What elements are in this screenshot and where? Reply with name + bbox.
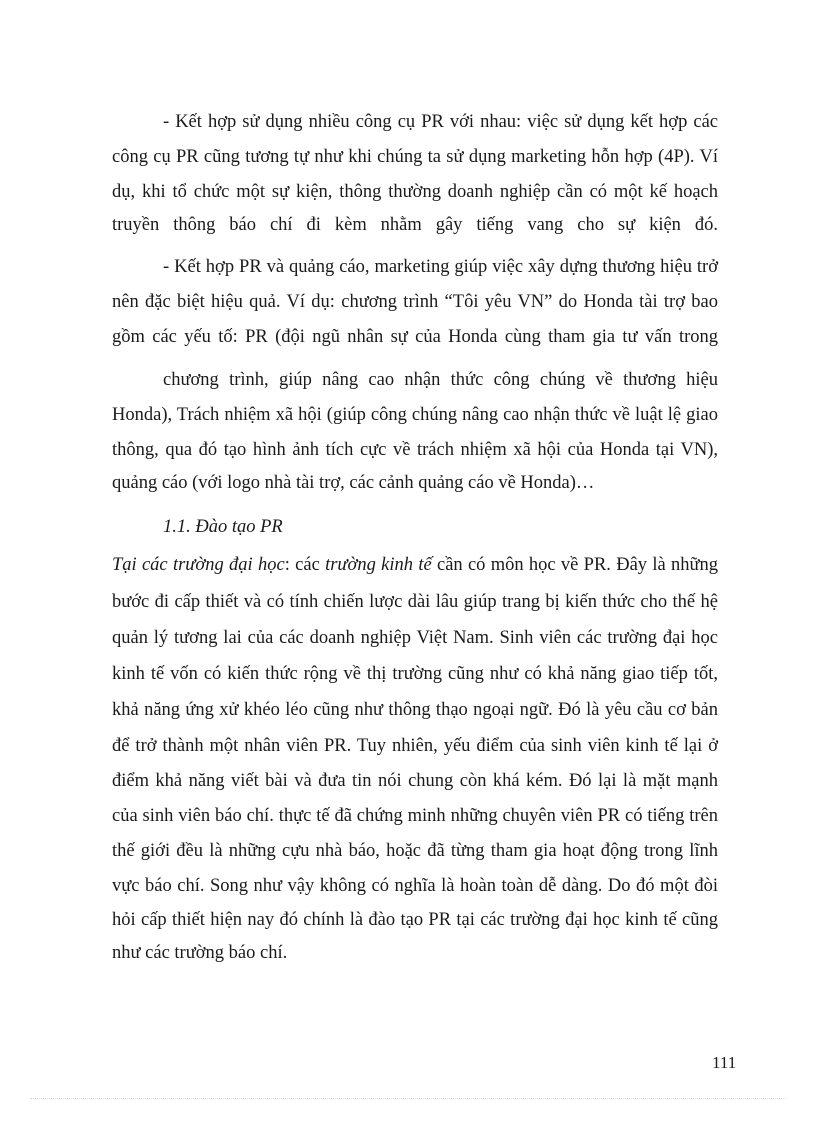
paragraph-1-line-4: truyền thông báo chí đi kèm nhằm gây tiếng vang cho sự kiện đó. bbox=[112, 215, 718, 235]
paragraph-1-line-3: dụ, khi tổ chức một sự kiện, thông thường doanh nghiệp cần có một kế hoạch bbox=[112, 182, 718, 202]
training-lead-word: các bbox=[295, 555, 326, 575]
training-line-9: vực báo chí. Song như vậy không có nghĩa là hoàn toàn dễ dàng. Do đó một đòi bbox=[112, 876, 718, 896]
training-lead-label: Tại các trường đại học bbox=[112, 555, 285, 575]
training-line-1: bước đi cấp thiết và có tính chiến lược dài lâu giúp trang bị kiến thức cho thế hệ bbox=[112, 592, 718, 612]
training-line-5: để trở thành một nhân viên PR. Tuy nhiên, yếu điểm của sinh viên kinh tế lại ở bbox=[112, 736, 718, 756]
training-line-8: thế giới đều là những cựu nhà báo, hoặc đã từng tham gia hoạt động trong lĩnh bbox=[112, 841, 718, 861]
training-lead-italic: trường kinh tế bbox=[325, 555, 432, 575]
paragraph-2-line-2: nên đặc biệt hiệu quả. Ví dụ: chương trình “Tôi yêu VN” do Honda tài trợ bao bbox=[112, 292, 718, 312]
paragraph-3-line-4: quảng cáo (với logo nhà tài trợ, các cảnh quảng cáo về Honda)… bbox=[112, 473, 595, 493]
paragraph-2-line-3: gồm các yếu tố: PR (đội ngũ nhân sự của Honda cùng tham gia tư vấn trong bbox=[112, 327, 718, 347]
training-line-11: như các trường báo chí. bbox=[112, 943, 288, 963]
paragraph-2-line-1: - Kết hợp PR và quảng cáo, marketing giúp việc xây dựng thương hiệu trở bbox=[163, 257, 718, 277]
training-line-2: quản lý tương lai của các doanh nghiệp Việt Nam. Sinh viên các trường đại học bbox=[112, 628, 718, 648]
paragraph-3-line-3: thông, qua đó tạo hình ảnh tích cực về trách nhiệm xã hội của Honda tại VN), bbox=[112, 440, 718, 460]
paragraph-1-line-2: công cụ PR cũng tương tự như khi chúng ta sử dụng marketing hỗn hợp (4P). Ví bbox=[112, 147, 718, 167]
training-lead-rest: cần có môn học về PR. Đây là những bbox=[431, 555, 718, 575]
training-lead-line bbox=[112, 553, 718, 577]
training-line-4: khả năng ứng xử khéo léo cũng như thông thạo ngoại ngữ. Đó là yêu cầu cơ bản bbox=[112, 700, 718, 720]
training-line-3: kinh tế vốn có kiến thức rộng về thị trường cũng như có khả năng giao tiếp tốt, bbox=[112, 664, 718, 684]
footer-divider bbox=[30, 1098, 786, 1099]
paragraph-3-line-2: Honda), Trách nhiệm xã hội (giúp công chúng nâng cao nhận thức về luật lệ giao bbox=[112, 405, 718, 425]
section-heading: 1.1. Đào tạo PR bbox=[163, 517, 283, 537]
training-line-6: điểm khả năng viết bài và đưa tin nói chung còn khá kém. Đó lại là mặt mạnh bbox=[112, 771, 718, 791]
paragraph-1-line-1: - Kết hợp sử dụng nhiều công cụ PR với nhau: việc sử dụng kết hợp các bbox=[163, 112, 718, 132]
training-line-7: của sinh viên báo chí. thực tế đã chứng minh những chuyên viên PR có tiếng trên bbox=[112, 806, 718, 826]
page-number: 111 bbox=[712, 1053, 737, 1072]
training-lead-colon: : bbox=[284, 555, 296, 575]
training-line-10: hỏi cấp thiết hiện nay đó chính là đào tạo PR tại các trường đại học kinh tế cũng bbox=[112, 910, 718, 930]
paragraph-3-line-1: chương trình, giúp nâng cao nhận thức công chúng về thương hiệu bbox=[163, 370, 718, 390]
